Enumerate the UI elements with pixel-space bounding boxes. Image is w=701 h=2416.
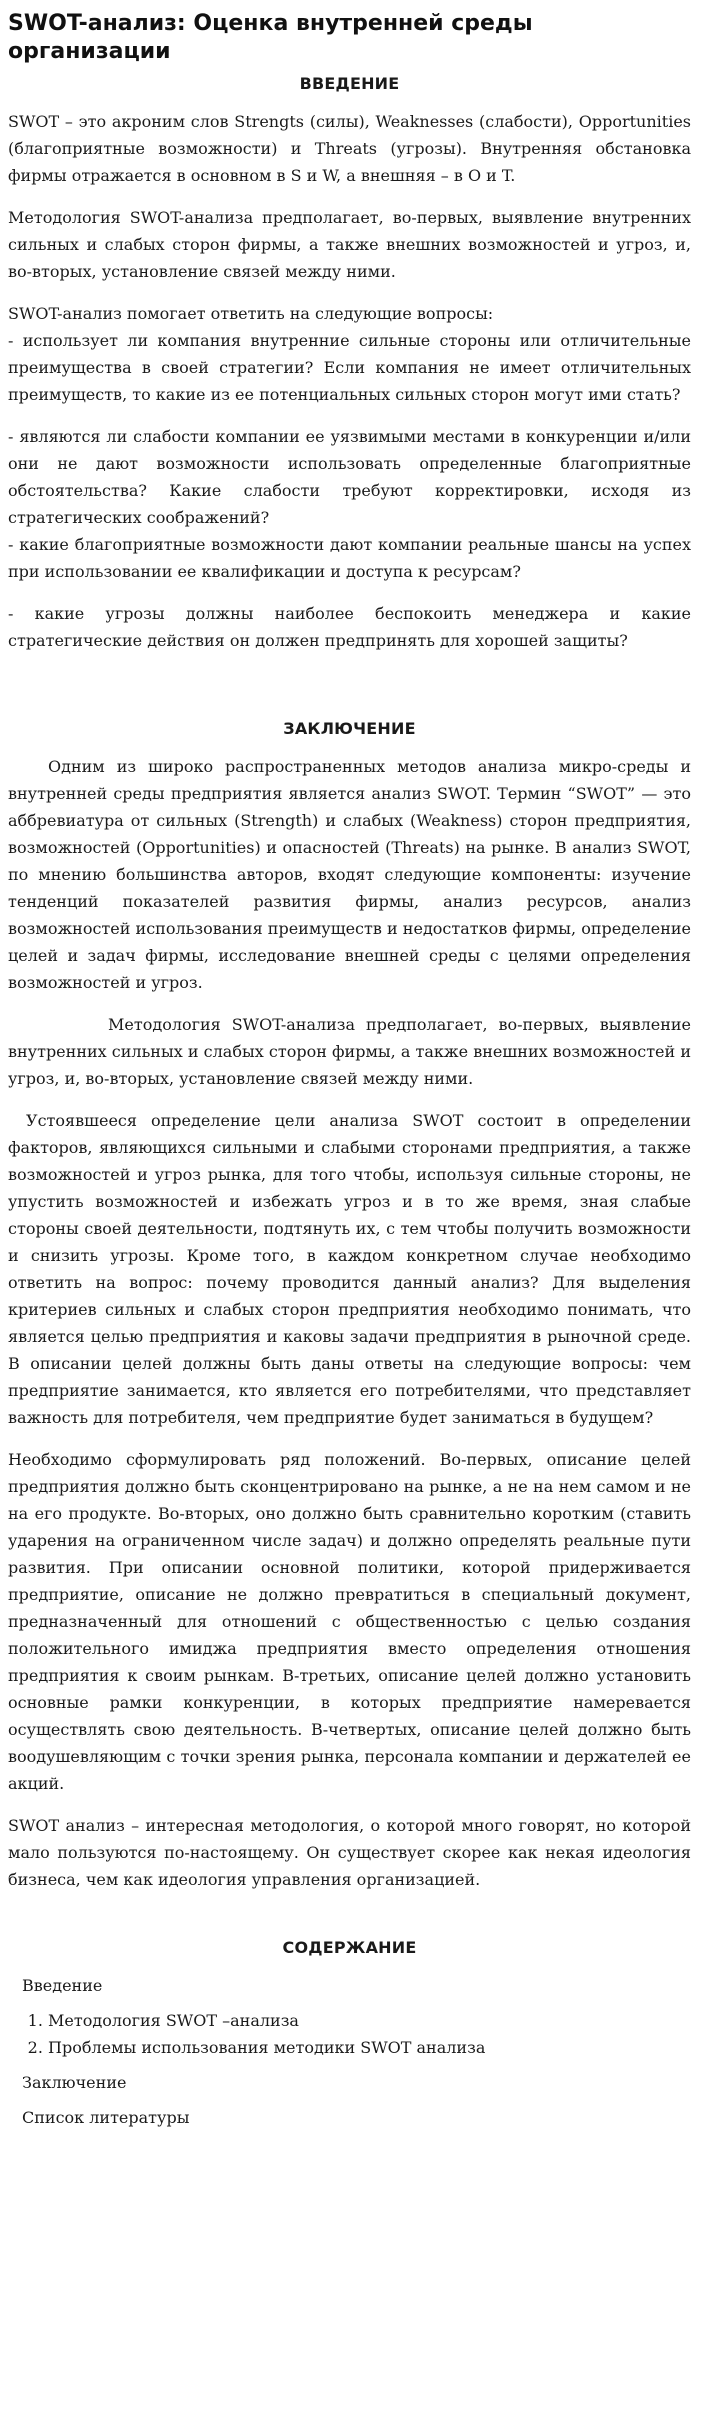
conclusion-heading: ЗАКЛЮЧЕНИЕ — [283, 719, 416, 738]
intro-paragraph: SWOT – это акроним слов Strengts (силы), Weaknesses (слабости), Opportunities (благоприятные возможности) и Threats (угрозы). Внутренняя обстановка фирмы отражается в основном в S и W, а внешняя – в O и T. — [8, 112, 691, 185]
table-of-contents — [8, 1972, 691, 2131]
question-item: - какие угрозы должны наиболее беспокоить менеджера и какие стратегические действия он должен предпринять для хорошей защиты? — [8, 604, 691, 650]
conclusion-paragraph: SWOT анализ – интересная методология, о которой много говорят, но которой мало пользуются по-настоящему. Он существует скорее как некая идеология бизнеса, чем как идеология управления организацией. — [8, 1816, 691, 1889]
spacer — [8, 1908, 691, 1938]
question-item: - какие благоприятные возможности дают компании реальные шансы на успех при использовании ее квалификации и доступа к ресурсам? — [8, 535, 691, 581]
intro-paragraph: SWOT-анализ помогает ответить на следующие вопросы: — [8, 304, 494, 323]
spacer — [8, 669, 691, 719]
question-item: - являются ли слабости компании ее уязвимыми местами в конкуренции и/или они не дают возможности использовать определенные благоприятные обстоятельства? Какие слабости требуют корректировки, исходя из стратегических соображений? — [8, 427, 691, 527]
toc-item-literature[interactable]: Список литературы — [22, 2108, 190, 2127]
toc-item-conclusion[interactable]: Заключение — [22, 2073, 127, 2092]
page-title: SWOT-анализ: Оценка внутренней среды организации — [8, 11, 533, 64]
intro-heading: ВВЕДЕНИЕ — [299, 74, 400, 93]
toc-numbered-list — [8, 2007, 691, 2061]
question-item: - использует ли компания внутренние сильные стороны или отличительные преимущества в своей стратегии? Если компания не имеет отличительных преимуществ, то какие из ее потенциальных сильных сторон могут ими стать? — [8, 331, 691, 404]
toc-item-intro[interactable]: Введение — [22, 1976, 103, 1995]
toc-item[interactable]: 1. Методология SWOT –анализа — [48, 2007, 691, 2034]
conclusion-paragraph: Одним из широко распространенных методов анализа микро-среды и внутренней среды предприятия является анализ SWOT. Термин “SWOT” — это аббревиатура от сильных (Strength) и слабых (Weakness) сторон предприятия, возможностей (Opportunities) и опасностей (Threats) на рынке. В анализ SWOT, по мнению большинства авторов, входят следующие компоненты: изучение тенденций показателей развития фирмы, анализ ресурсов, анализ возможностей использования преимуществ и недостатков фирмы, определение целей и задач фирмы, исследование внешней среды с целями определения возможностей и угроз. — [8, 757, 691, 992]
conclusion-paragraph: Устоявшееся определение цели анализа SWOT состоит в определении факторов, являющихся сильными и слабыми сторонами предприятия, а также возможностей и угроз рынка, для того чтобы, используя сильные стороны, не упустить возможностей и избежать угроз и в то же время, зная слабые стороны своей деятельности, подтянуть их, с тем чтобы получить возможности и снизить угрозы. Кроме того, в каждом конкретном случае необходимо ответить на вопрос: почему проводится данный анализ? Для выделения критериев сильных и слабых сторон предприятия необходимо понимать, что является целью предприятия и каковы задачи предприятия в рыночной среде. В описании целей должны быть даны ответы на следующие вопросы: чем предприятие занимается, кто является его потребителями, что представляет важность для потребителя, чем предприятие будет заниматься в будущем? — [8, 1111, 691, 1427]
conclusion-paragraph: Методология SWOT-анализа предполагает, во-первых, выявление внутренних сильных и слабых сторон фирмы, а также внешних возможностей и угроз, и, во-вторых, установление связей между ними. — [8, 1015, 691, 1088]
toc-heading: СОДЕРЖАНИЕ — [282, 1938, 417, 1957]
toc-item[interactable]: 2. Проблемы использования методики SWOT анализа — [48, 2034, 691, 2061]
intro-paragraph: Методология SWOT-анализа предполагает, во-первых, выявление внутренних сильных и слабых сторон фирмы, а также внешних возможностей и угроз, и, во-вторых, установление связей между ними. — [8, 208, 691, 281]
conclusion-paragraph: Необходимо сформулировать ряд положений. Во-первых, описание целей предприятия должно быть сконцентрировано на рынке, а не на нем самом и не на его продукте. Во-вторых, оно должно быть сравнительно коротким (ставить ударения на ограниченном числе задач) и должно определять реальные пути развития. При описании основной политики, которой придерживается предприятие, описание не должно превратиться в специальный документ, предназначенный для отношений с общественностью с целью создания положительного имиджа предприятия вместо определения отношения предприятия к своим рынкам. В-третьих, описание целей должно установить основные рамки конкуренции, в которых предприятие намеревается осуществлять свою деятельность. В-четвертых, описание целей должно быть воодушевляющим с точки зрения рынка, персонала компании и держателей ее акций. — [8, 1450, 691, 1793]
